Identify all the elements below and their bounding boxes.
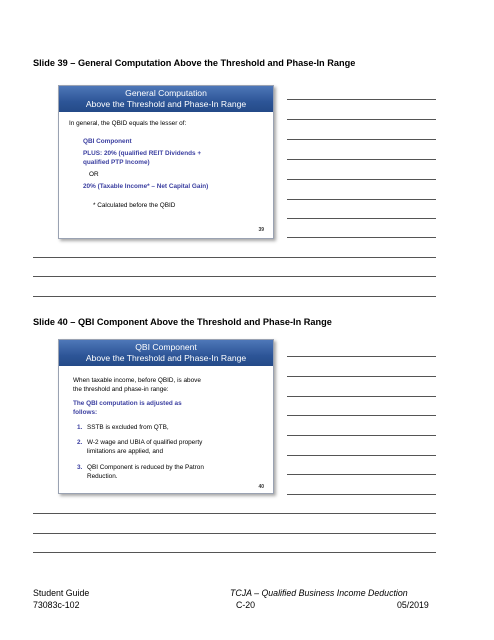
slide-40-intro-line2: the threshold and phase-in range: <box>73 386 169 393</box>
slide-40-title <box>59 340 273 366</box>
list-item-number: 3. <box>77 464 83 471</box>
note-line <box>33 296 436 297</box>
note-line <box>287 474 436 475</box>
footer-page-number: C-20 <box>236 600 256 610</box>
note-line <box>287 159 436 160</box>
slide-40-title-line2: Above the Threshold and Phase-In Range <box>85 353 247 363</box>
slide-40-title-line1: QBI Component <box>135 342 197 352</box>
note-line <box>33 533 436 534</box>
slide-39-title-line2: Above the Threshold and Phase-In Range <box>85 99 247 109</box>
slide-39-qbi-component: QBI Component <box>83 138 132 145</box>
list-item-line2: Reduction. <box>87 473 118 480</box>
footer-date: 05/2019 <box>397 600 429 610</box>
slide-39-plus-line1: PLUS: 20% (qualified REIT Dividends + <box>83 150 202 157</box>
list-item-line1: QBI Component is reduced by the Patron <box>87 464 204 471</box>
slide-39-heading: Slide 39 – General Computation Above the Threshold and Phase-In Range <box>33 58 356 68</box>
note-line <box>287 435 436 436</box>
note-line <box>287 218 436 219</box>
note-line <box>287 237 436 238</box>
slide-40-heading: Slide 40 – QBI Component Above the Threshold and Phase-In Range <box>33 317 332 327</box>
slide-39-intro: In general, the QBID equals the lesser of: <box>69 120 187 127</box>
slide-39-thumbnail <box>58 85 274 239</box>
list-item-line2: limitations are applied, and <box>87 448 164 455</box>
note-line <box>287 139 436 140</box>
list-item-line1: W-2 wage and UBIA of qualified property <box>87 439 203 446</box>
note-line <box>287 119 436 120</box>
slide-39-plus-line2: qualified PTP Income) <box>83 159 150 166</box>
note-line <box>33 257 436 258</box>
slide-39-taxable-income: 20% (Taxable Income* – Net Capital Gain) <box>83 183 209 190</box>
note-line <box>287 396 436 397</box>
list-item-number: 2. <box>77 439 83 446</box>
footer-course-code: 73083c-102 <box>33 600 80 610</box>
note-line <box>287 376 436 377</box>
note-line <box>287 494 436 495</box>
note-line <box>33 513 436 514</box>
footer-course-title: TCJA – Qualified Business Income Deduction <box>230 588 408 598</box>
slide-39-title-line1: General Computation <box>125 88 207 98</box>
slide-40-page-number: 40 <box>258 484 264 490</box>
note-line <box>287 99 436 100</box>
note-line <box>287 415 436 416</box>
note-line <box>287 199 436 200</box>
list-item-number: 1. <box>77 424 83 431</box>
slide-39-page-number: 39 <box>258 227 264 233</box>
footer-student-guide: Student Guide <box>33 588 90 598</box>
slide-40-thumbnail <box>58 339 274 494</box>
note-line <box>33 276 436 277</box>
note-line <box>33 552 436 553</box>
slide-39-or: OR <box>89 171 99 178</box>
note-line <box>287 455 436 456</box>
slide-40-intro-line1: When taxable income, before QBID, is above <box>73 377 201 384</box>
slide-40-sub-line2: follows: <box>73 409 98 416</box>
list-item-line1: SSTB is excluded from QTB, <box>87 424 169 431</box>
slide-39-note: * Calculated before the QBID <box>93 202 176 209</box>
slide-39-title <box>59 86 273 112</box>
note-line <box>287 179 436 180</box>
slide-40-sub-line1: The QBI computation is adjusted as <box>73 400 182 407</box>
note-line <box>287 356 436 357</box>
